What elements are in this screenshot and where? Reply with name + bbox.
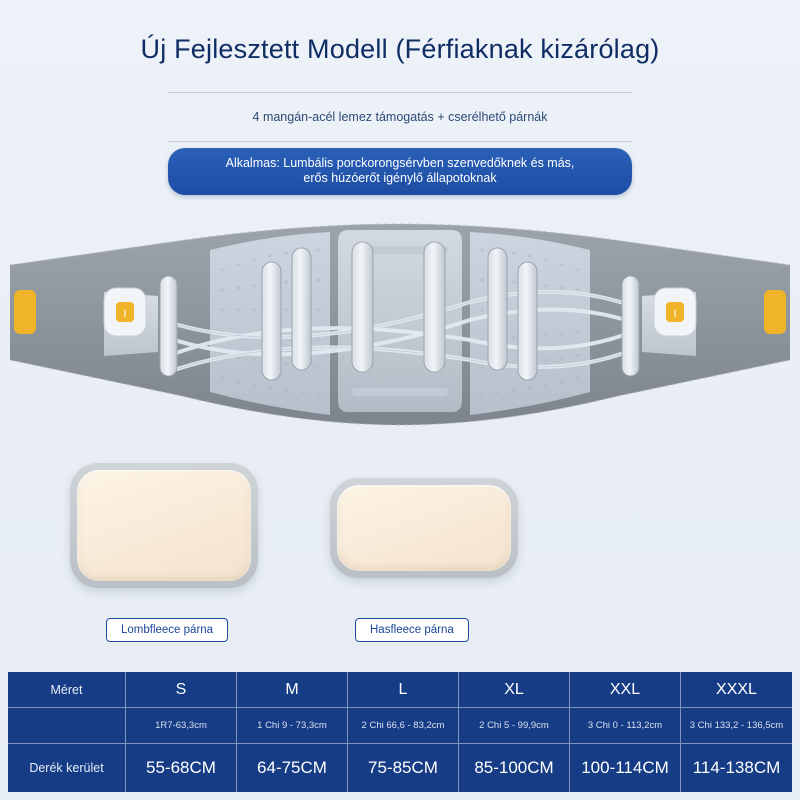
size-note-xxxl: 3 Chi 133,2 - 136,5cm [681,708,792,744]
abdomen-pad-shell [330,478,518,578]
size-note-xxl: 3 Chi 0 - 113,2cm [570,708,681,744]
size-header-l: L [348,672,459,708]
row-label-waist: Derék kerület [8,744,126,792]
size-header-m: M [237,672,348,708]
svg-text:I: I [673,308,677,320]
size-note-xl: 2 Chi 5 - 99,9cm [459,708,570,744]
product-image [0,210,800,460]
suitability-banner [168,148,632,195]
waist-value-m: 64-75CM [237,744,348,792]
abdomen-pad-label: Hasfleece párna [355,618,469,642]
size-header-xxl: XXL [570,672,681,708]
banner-line-1: Alkalmas: Lumbális porckorongsérvben szenvedőknek és más, [225,156,575,170]
size-table [8,672,792,792]
size-note-s: 1R7-63,3cm [126,708,237,744]
size-note-m: 1 Chi 9 - 73,3cm [237,708,348,744]
abdomen-pad-fleece [337,485,511,571]
lumbar-pad [70,463,258,588]
lumbar-pad-shell [70,463,258,588]
row-label-blank [8,708,126,744]
waist-value-xxl: 100-114CM [570,744,681,792]
subtitle-container [168,92,632,142]
abdomen-pad [330,478,518,578]
banner-line-2: erős húzóerőt igénylő állapotoknak [303,171,497,185]
page-title: Új Fejlesztett Modell (Férfiaknak kizárólag) [140,34,660,64]
waist-value-s: 55-68CM [126,744,237,792]
size-note-l: 2 Chi 66,6 - 83,2cm [348,708,459,744]
lumbar-pad-label: Lombfleece párna [106,618,228,642]
size-header-xl: XL [459,672,570,708]
row-label-size: Méret [8,672,126,708]
size-header-xxxl: XXXL [681,672,792,708]
waist-value-xxxl: 114-138CM [692,758,781,777]
waist-value-l: 75-85CM [348,744,459,792]
waist-value-xl: 85-100CM [459,744,570,792]
size-header-s: S [126,672,237,708]
subtitle-text: 4 mangán-acél lemez támogatás + cserélhető párnák [252,110,548,124]
svg-text:I: I [123,308,127,320]
lumbar-pad-fleece [77,470,251,581]
